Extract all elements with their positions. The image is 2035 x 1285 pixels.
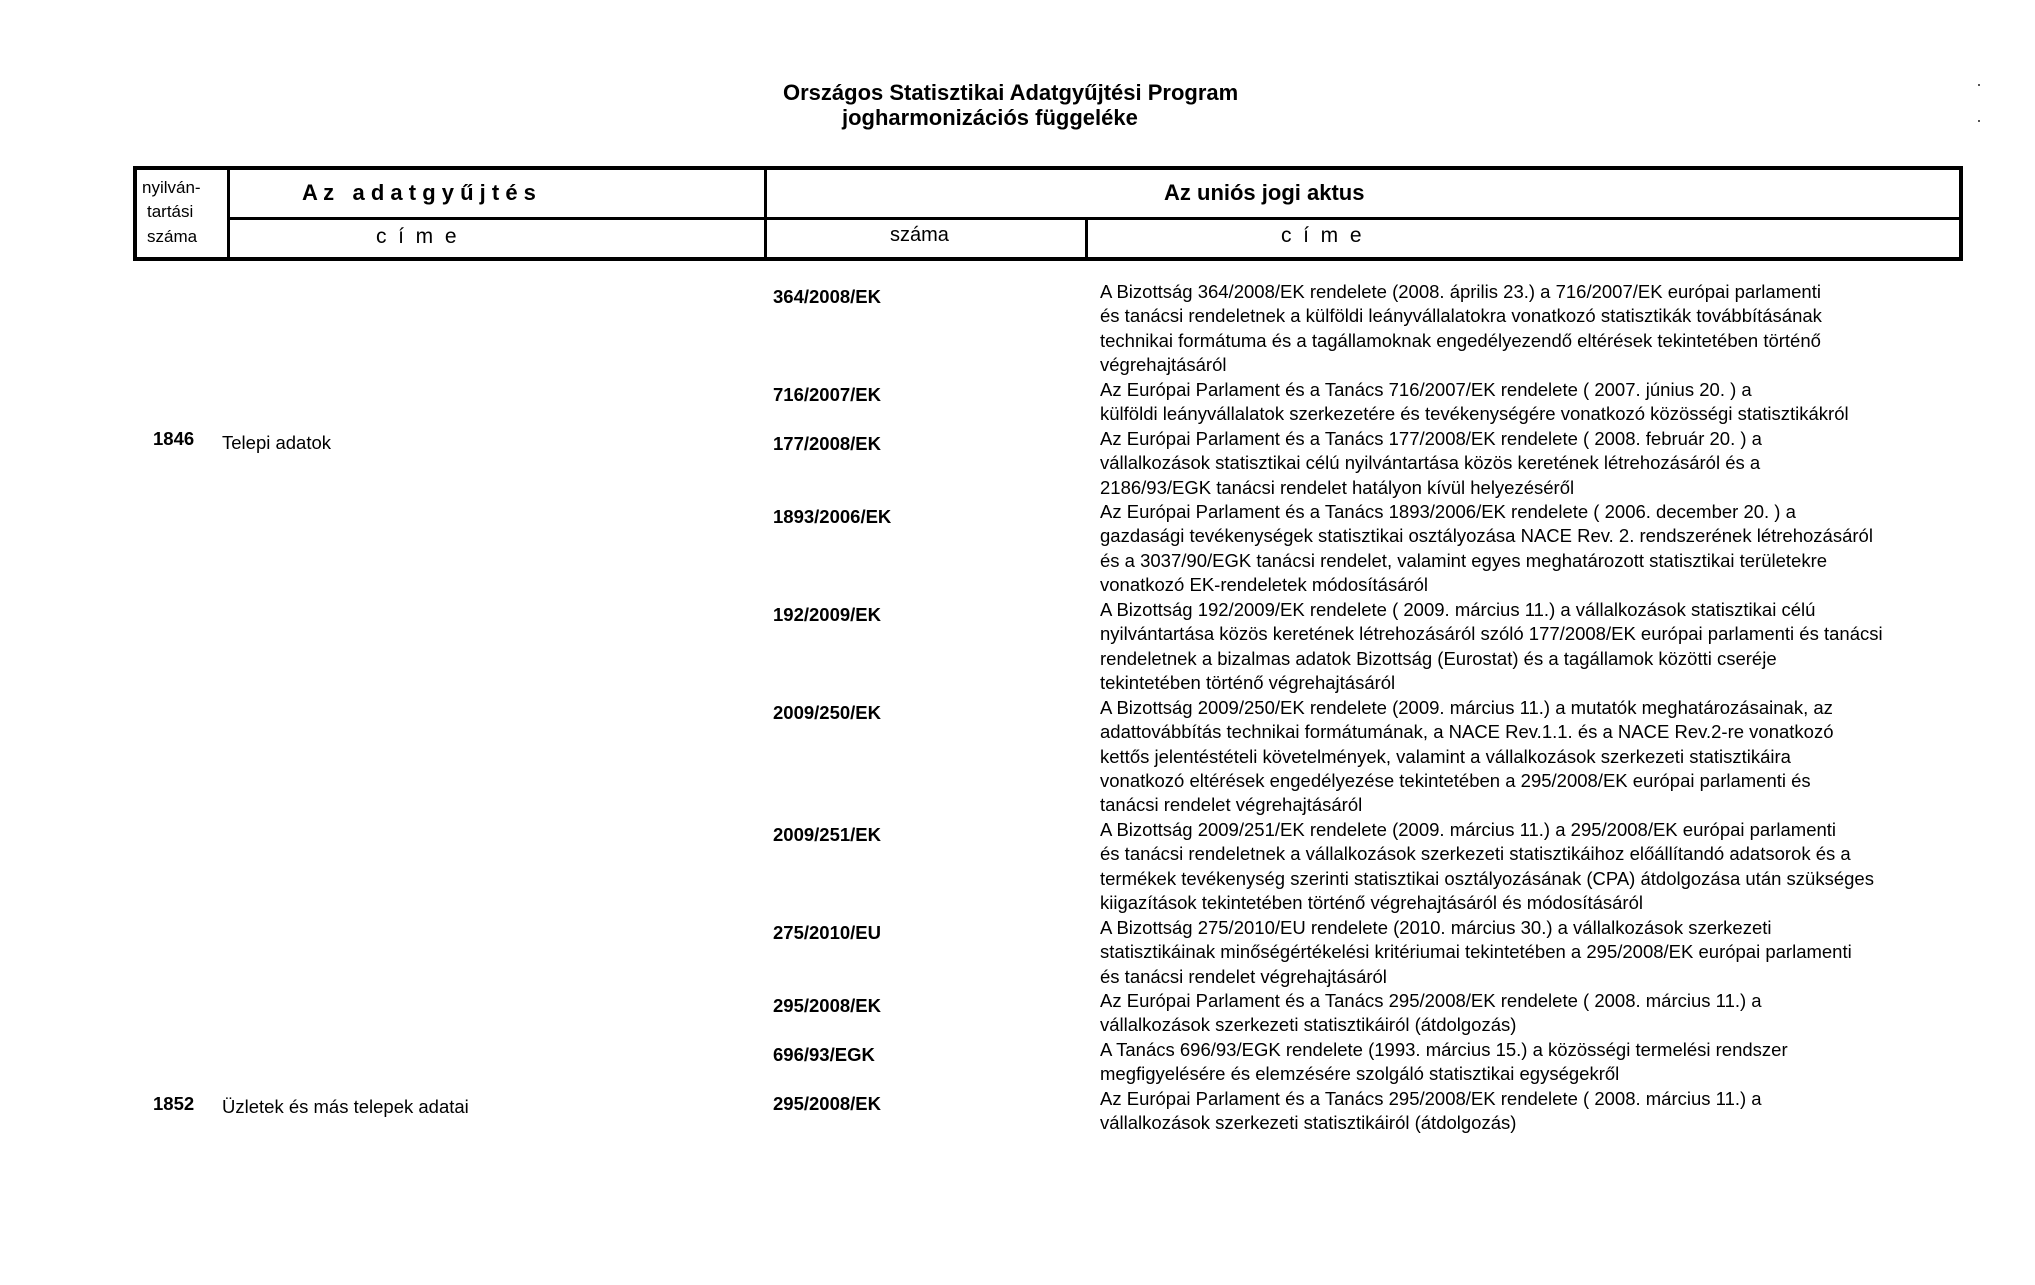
header-divider bbox=[1085, 217, 1088, 257]
act-description-line: és tanácsi rendelet végrehajtásáról bbox=[1100, 965, 1387, 987]
table-header bbox=[133, 166, 1963, 261]
header-unios-jogi-aktus: Az uniós jogi aktus bbox=[1164, 180, 1365, 205]
act-number: 2009/250/EK bbox=[773, 702, 882, 723]
act-number: 275/2010/EU bbox=[773, 922, 882, 943]
act-description-line: rendeletnek a bizalmas adatok Bizottság (Eurostat) és a tagállamok közötti cseréje bbox=[1100, 647, 1777, 669]
header-nyilvantartasi-2: tartási bbox=[147, 202, 194, 221]
header-unios-cime: c í m e bbox=[1281, 224, 1362, 247]
act-description-line: tekintetében történő végrehajtásáról bbox=[1100, 671, 1396, 693]
act-description-line: Az Európai Parlament és a Tanács 177/2008/EK rendelete ( 2008. február 20. ) a bbox=[1100, 428, 1762, 449]
act-description-line: vállalkozások szerkezeti statisztikáiról (átdolgozás) bbox=[1100, 1014, 1517, 1036]
act-number: 696/93/EGK bbox=[773, 1044, 875, 1065]
header-nyilvantartasi-1: nyilván- bbox=[142, 178, 201, 197]
act-description-line: vonatkozó EK-rendeletek módosításáról bbox=[1100, 573, 1429, 595]
act-description-line: A Tanács 696/93/EGK rendelete (1993. március 15.) a közösségi termelési rendszer bbox=[1100, 1039, 1788, 1060]
act-description-line: Az Európai Parlament és a Tanács 1893/2006/EK rendelete ( 2006. december 20. ) a bbox=[1100, 501, 1796, 522]
act-number: 295/2008/EK bbox=[773, 995, 882, 1016]
header-divider bbox=[227, 217, 1959, 220]
act-number: 177/2008/EK bbox=[773, 433, 882, 454]
header-unios-szama: száma bbox=[890, 224, 949, 246]
act-description-line: statisztikáinak minőségértékelési kritériumai tekintetében a 295/2008/EK európai parlamenti bbox=[1100, 941, 1852, 963]
act-description-line: vonatkozó eltérések engedélyezése tekintetében a 295/2008/EK európai parlamenti és bbox=[1100, 769, 1811, 791]
act-description-line: A Bizottság 364/2008/EK rendelete (2008. április 23.) a 716/2007/EK európai parlamenti bbox=[1100, 281, 1821, 302]
header-divider bbox=[764, 170, 767, 257]
act-description-line: kettős jelentéstételi követelmények, valamint a vállalkozások szerkezeti statisztikáira bbox=[1100, 745, 1791, 767]
act-description-line: termékek tevékenység szerinti statisztikai osztályozásának (CPA) átdolgozása után szükséges bbox=[1100, 867, 1874, 889]
act-description-line: gazdasági tevékenységek statisztikai osztályozása NACE Rev. 2. rendszerének létrehozásáról bbox=[1100, 525, 1873, 547]
act-description-line: külföldi leányvállalatok szerkezetére és tevékenységére vonatkozó közösségi statisztikákról bbox=[1100, 403, 1849, 425]
header-adatgyujtes-cime: c í m e bbox=[376, 225, 457, 248]
act-number: 295/2008/EK bbox=[773, 1093, 882, 1114]
header-adatgyujtes: A z a d a t g y ű j t é s bbox=[302, 180, 536, 205]
act-number: 716/2007/EK bbox=[773, 384, 882, 405]
stray-mark bbox=[1978, 120, 1980, 122]
act-description-line: A Bizottság 2009/251/EK rendelete (2009. március 11.) a 295/2008/EK európai parlamenti bbox=[1100, 819, 1837, 840]
act-number: 2009/251/EK bbox=[773, 824, 882, 845]
row-number: 1852 bbox=[153, 1093, 195, 1114]
act-description-line: végrehajtásáról bbox=[1100, 353, 1227, 375]
document-subtitle: jogharmonizációs függeléke bbox=[842, 105, 1138, 130]
act-description-line: és tanácsi rendeletnek a külföldi leányvállalatokra vonatkozó statisztikák továbbításának bbox=[1100, 305, 1822, 327]
act-description-line: és a 3037/90/EGK tanácsi rendelet, valamint egyes meghatározott statisztikai területekre bbox=[1100, 549, 1828, 571]
act-description-line: technikai formátuma és a tagállamoknak engedélyezendő eltérések tekintetében történő bbox=[1100, 329, 1821, 351]
row-number: 1846 bbox=[153, 428, 195, 449]
act-description-line: vállalkozások szerkezeti statisztikáiról (átdolgozás) bbox=[1100, 1112, 1517, 1134]
row-name: Telepi adatok bbox=[222, 432, 332, 453]
stray-mark bbox=[1978, 84, 1980, 86]
act-description-line: A Bizottság 2009/250/EK rendelete (2009. március 11.) a mutatók meghatározásainak, az bbox=[1100, 697, 1833, 718]
act-description-line: és tanácsi rendeletnek a vállalkozások szerkezeti statisztikáihoz előállítandó adatsorok és a bbox=[1100, 843, 1851, 865]
act-description-line: megfigyelésére és elemzésére szolgáló statisztikai egységekről bbox=[1100, 1063, 1620, 1085]
document-title: Országos Statisztikai Adatgyűjtési Program bbox=[783, 80, 1239, 105]
act-description-line: adattovábbítás technikai formátumának, a NACE Rev.1.1. és a NACE Rev.2-re vonatkozó bbox=[1100, 721, 1834, 743]
row-name: Üzletek és más telepek adatai bbox=[222, 1096, 469, 1117]
act-description-line: nyilvántartása közös keretének létrehozásáról szóló 177/2008/EK európai parlamenti és tanácsi bbox=[1100, 623, 1883, 645]
act-number: 192/2009/EK bbox=[773, 604, 882, 625]
act-number: 364/2008/EK bbox=[773, 286, 882, 307]
act-description-line: kiigazítások tekintetében történő végrehajtásáról és módosításáról bbox=[1100, 891, 1643, 913]
act-description-line: tanácsi rendelet végrehajtásáról bbox=[1100, 794, 1363, 816]
act-description-line: A Bizottság 275/2010/EU rendelete (2010. március 30.) a vállalkozások szerkezeti bbox=[1100, 917, 1772, 938]
act-number: 1893/2006/EK bbox=[773, 506, 892, 527]
act-description-line: A Bizottság 192/2009/EK rendelete ( 2009. március 11.) a vállalkozások statisztikai célú bbox=[1100, 599, 1816, 620]
act-description-line: 2186/93/EGK tanácsi rendelet hatályon kívül helyezéséről bbox=[1100, 476, 1575, 498]
act-description-line: Az Európai Parlament és a Tanács 716/2007/EK rendelete ( 2007. június 20. ) a bbox=[1100, 379, 1752, 400]
header-nyilvantartasi-3: száma bbox=[147, 227, 198, 246]
act-description-line: vállalkozások statisztikai célú nyilvántartása közös keretének létrehozásáról és a bbox=[1100, 452, 1761, 474]
act-description-line: Az Európai Parlament és a Tanács 295/2008/EK rendelete ( 2008. március 11.) a bbox=[1100, 1088, 1762, 1109]
header-divider bbox=[227, 170, 230, 257]
act-description-line: Az Európai Parlament és a Tanács 295/2008/EK rendelete ( 2008. március 11.) a bbox=[1100, 990, 1762, 1011]
